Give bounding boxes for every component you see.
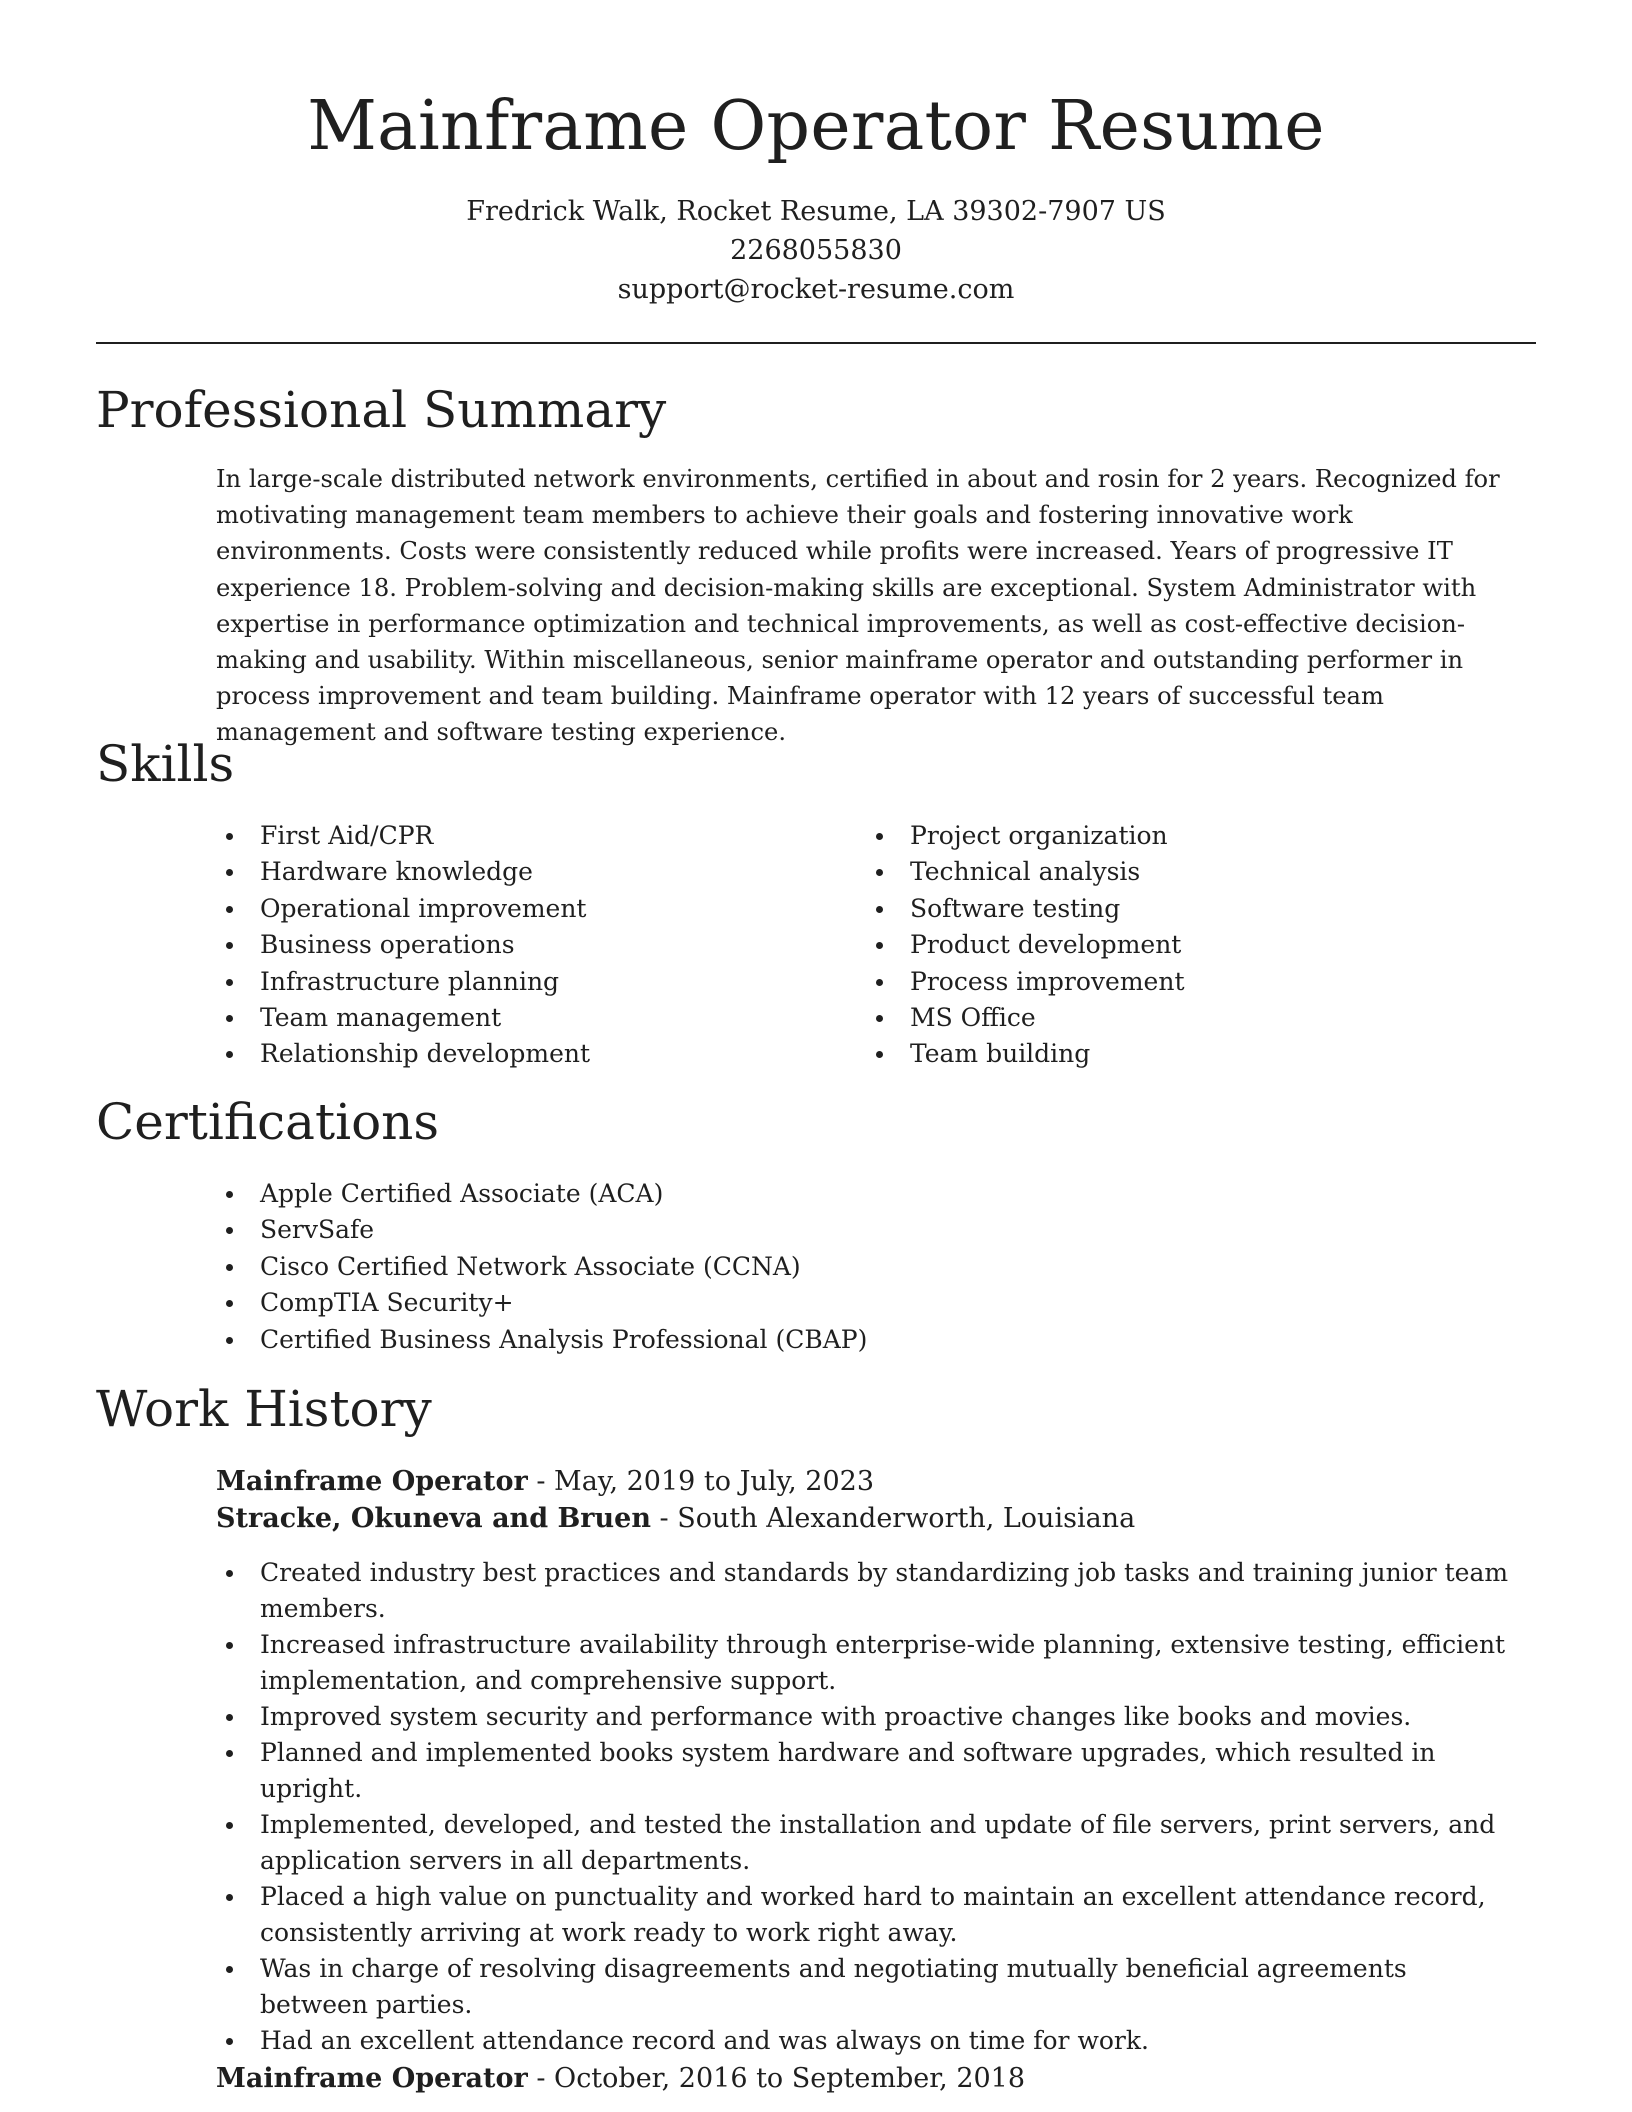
certifications-list (216, 1176, 1216, 1358)
work-history-heading: Work History (96, 1380, 432, 1438)
duty-item: Placed a high value on punctuality and worked hard to maintain an excellent attendance record, consistently arriving at work ready to work right away. (216, 1879, 1516, 1951)
skill-item: Product development (866, 927, 1486, 963)
skill-item: Infrastructure planning (216, 964, 836, 1000)
skill-item: Relationship development (216, 1036, 836, 1072)
skill-item: Technical analysis (866, 854, 1486, 890)
contact-address: Fredrick Walk, Rocket Resume, LA 39302-7907 US (466, 196, 1166, 227)
duty-item: Had an excellent attendance record and was always on time for work. (216, 2023, 1516, 2059)
certifications-heading: Certifications (96, 1093, 440, 1151)
header-divider (96, 342, 1536, 344)
job-2-dates: - October, 2016 to September, 2018 (527, 2063, 1026, 2094)
skill-item: Process improvement (866, 964, 1486, 1000)
certification-item: CompTIA Security+ (216, 1285, 1216, 1321)
skills-list-left (216, 818, 836, 1073)
skill-item: First Aid/CPR (216, 818, 836, 854)
contact-email: support@rocket-resume.com (617, 274, 1015, 305)
skill-item: Project organization (866, 818, 1486, 854)
job-1-title-line (216, 1463, 874, 1501)
job-1-duties-list (216, 1555, 1516, 2059)
skill-item: Team management (216, 1000, 836, 1036)
duty-item: Created industry best practices and standards by standardizing job tasks and training junior team members. (216, 1555, 1516, 1627)
job-1-dates: - May, 2019 to July, 2023 (527, 1466, 875, 1497)
job-2-title: Mainframe Operator (216, 2063, 528, 2094)
certification-item: Certified Business Analysis Professional (CBAP) (216, 1322, 1216, 1358)
certification-item: ServSafe (216, 1212, 1216, 1248)
skills-heading: Skills (96, 735, 235, 793)
job-1-company: Stracke, Okuneva and Bruen (216, 1503, 651, 1534)
job-1-location: - South Alexanderworth, Louisiana (650, 1503, 1136, 1534)
skill-item: Operational improvement (216, 891, 836, 927)
certification-item: Apple Certified Associate (ACA) (216, 1176, 1216, 1212)
skills-list-right (866, 818, 1486, 1073)
resume-title: Mainframe Operator Resume (307, 87, 1325, 166)
skill-item: MS Office (866, 1000, 1486, 1036)
professional-summary-text: In large-scale distributed network environments, certified in about and rosin for 2 years. Recognized for motivating management team members to achieve their goals and fostering innovative work environments. Costs were consistently reduced while profits were increased. Years of progressive IT experience 18. Problem-solving and decision-making skills are exceptional. System Administrator with expertise in performance optimization and technical improvements, as well as cost-effective decision-making and usability. Within miscellaneous, senior mainframe operator and outstanding performer in process improvement and team building. Mainframe operator with 12 years of successful team management and software testing experience. (216, 465, 1500, 747)
duty-item: Planned and implemented books system hardware and software upgrades, which resulted in upright. (216, 1735, 1516, 1807)
skill-item: Software testing (866, 891, 1486, 927)
certification-item: Cisco Certified Network Associate (CCNA) (216, 1249, 1216, 1285)
skill-item: Hardware knowledge (216, 854, 836, 890)
job-1-company-line (216, 1500, 1135, 1538)
contact-phone: 2268055830 (730, 235, 902, 266)
job-2-title-line (216, 2060, 1025, 2098)
duty-item: Increased infrastructure availability through enterprise-wide planning, extensive testing, efficient implementation, and comprehensive support. (216, 1627, 1516, 1699)
duty-item: Was in charge of resolving disagreements and negotiating mutually beneficial agreements between parties. (216, 1951, 1516, 2023)
duty-item: Improved system security and performance with proactive changes like books and movies. (216, 1699, 1516, 1735)
professional-summary-heading: Professional Summary (96, 381, 667, 439)
job-1-title: Mainframe Operator (216, 1466, 528, 1497)
resume-header (96, 86, 1536, 309)
skill-item: Team building (866, 1036, 1486, 1072)
contact-info (96, 192, 1536, 309)
skill-item: Business operations (216, 927, 836, 963)
duty-item: Implemented, developed, and tested the installation and update of file servers, print servers, and application servers in all departments. (216, 1807, 1516, 1879)
